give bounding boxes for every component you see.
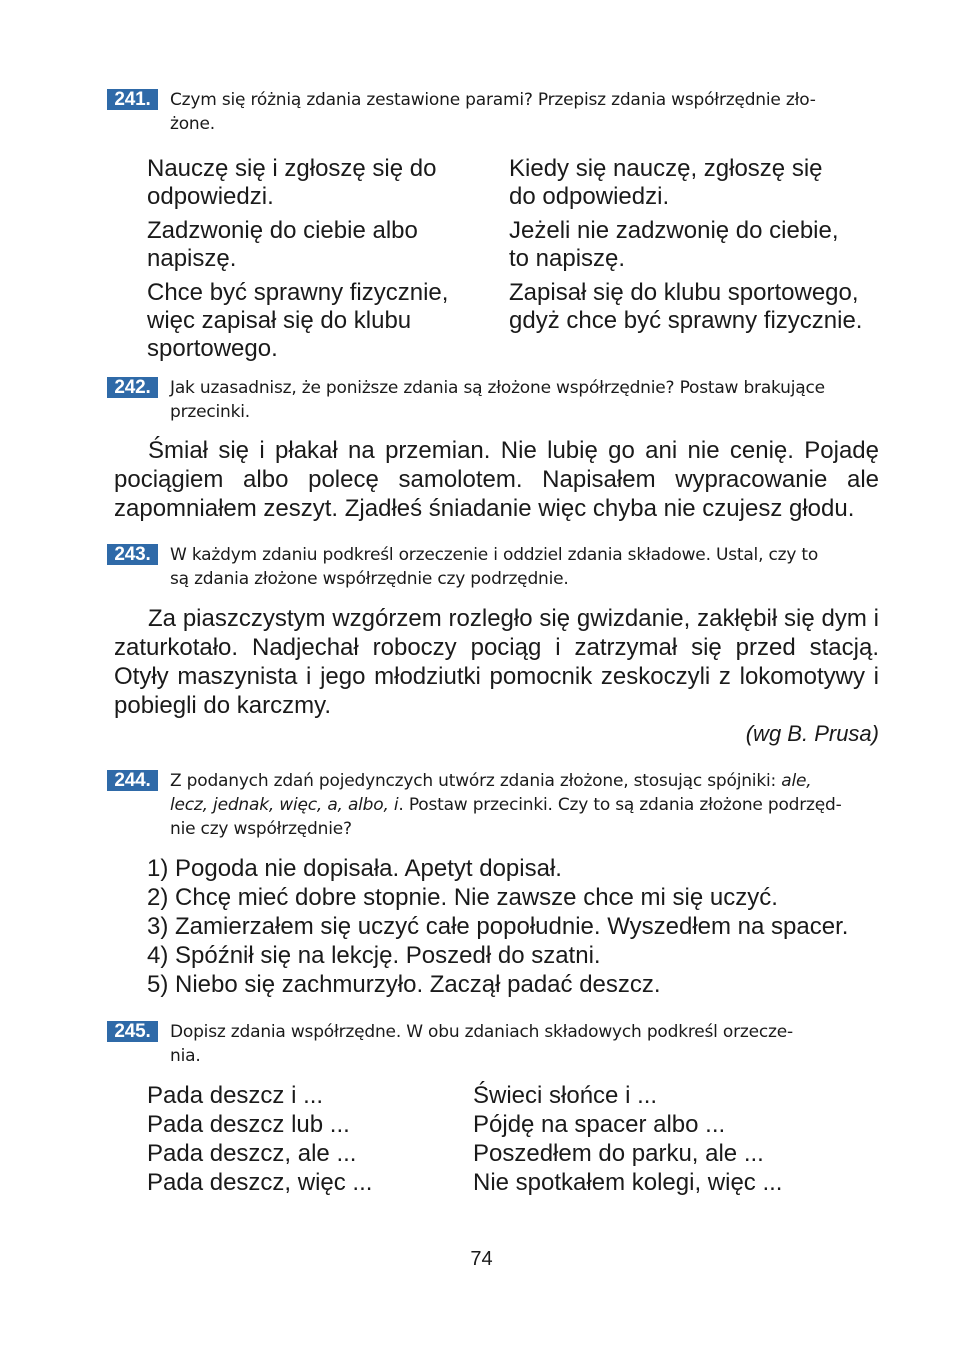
- conjunctions-text: ale,: [781, 771, 812, 791]
- exercise-number: 245.: [107, 1021, 158, 1042]
- list-item: Pada deszcz, ale ...: [147, 1140, 357, 1167]
- exercise-244-header: [107, 769, 882, 841]
- ex245-left-column: [147, 1081, 372, 1197]
- instruction: są zdania złożone współrzędnie czy podrzędnie.: [170, 569, 569, 589]
- instruction: nie czy współrzędnie?: [170, 819, 352, 839]
- exercise-241-header: [107, 88, 882, 136]
- text-line: do odpowiedzi.: [509, 183, 670, 210]
- instruction: przecinki.: [170, 402, 250, 422]
- exercise-241: [107, 88, 882, 136]
- exercise-242-text: [114, 436, 879, 523]
- instruction-text: . Postaw przecinki. Czy to są zdania złożone podrzęd-: [398, 795, 842, 815]
- ex241-left-column: [147, 155, 497, 369]
- exercise-243-header: [107, 543, 882, 591]
- paragraph-text: Za piaszczystym wzgórzem rozległo się gwizdanie, zakłębił się dym i zaturkotało. Nadjechał roboczy pociąg i zatrzymał się przed stacją. Otyły maszynista i jego młodziutki pomocnik zeskoczyli z lokomotywy i pobiegli do karczmy.: [114, 605, 879, 719]
- exercise-number: 241.: [107, 89, 158, 110]
- page-number: 74: [470, 1248, 493, 1270]
- exercise-number: 243.: [107, 544, 158, 565]
- exercise-245: [107, 1020, 882, 1068]
- text-line: Chce być sprawny fizycznie,: [147, 279, 449, 306]
- instruction: Jak uzasadnisz, że poniższe zdania są złożone współrzędnie? Postaw brakujące: [170, 378, 825, 398]
- instruction: [170, 793, 882, 817]
- text-line: Zadzwonię do ciebie albo: [147, 217, 418, 244]
- instruction-text: Z podanych zdań pojedynczych utwórz zdania złożone, stosując spójniki:: [170, 771, 782, 791]
- text-line: to napiszę.: [509, 245, 626, 272]
- exercise-number: 242.: [107, 377, 158, 398]
- exercise-243: [107, 543, 882, 591]
- sentence-pair-item: [509, 217, 889, 273]
- sentence-pair-item: [509, 279, 889, 335]
- text-line: napiszę.: [147, 245, 237, 272]
- instruction: [170, 769, 882, 793]
- text-line: sportowego.: [147, 335, 278, 362]
- list-item: 3) Zamierzałem się uczyć całe popołudnie. Wyszedłem na spacer.: [147, 913, 849, 940]
- text-line: odpowiedzi.: [147, 183, 274, 210]
- ex241-right-column: [509, 155, 889, 341]
- exercise-number: 244.: [107, 770, 158, 791]
- list-item: 4) Spóźnił się na lekcję. Poszedł do szatni.: [147, 942, 601, 969]
- sentence-pair-item: [509, 155, 889, 211]
- text-line: gdyż chce być sprawny fizycznie.: [509, 307, 863, 334]
- exercise-244: [107, 769, 882, 841]
- text-line: Jeżeli nie zadzwonię do ciebie,: [509, 217, 839, 244]
- list-item: Pada deszcz i ...: [147, 1082, 324, 1109]
- text-line: Nauczę się i zgłoszę się do: [147, 155, 437, 182]
- list-item: 2) Chcę mieć dobre stopnie. Nie zawsze chce mi się uczyć.: [147, 884, 778, 911]
- list-item: Pójdę na spacer albo ...: [473, 1111, 726, 1138]
- exercise-242-header: [107, 376, 882, 424]
- list-item: Świeci słońce i ...: [473, 1082, 658, 1109]
- source-attribution: (wg B. Prusa): [745, 721, 879, 746]
- text-line: Kiedy się nauczę, zgłoszę się: [509, 155, 823, 182]
- list-item: 1) Pogoda nie dopisała. Apetyt dopisał.: [147, 855, 562, 882]
- paragraph-text: Śmiał się i płakał na przemian. Nie lubię go ani nie cenię. Pojadę pociągiem albo polecę samolotem. Napisałem wypracowanie ale zapomniałem zeszyt. Zjadłeś śniadanie więc chyba nie czujesz głodu.: [114, 437, 879, 522]
- conjunctions-text: lecz, jednak, więc, a, albo, i: [170, 795, 399, 815]
- exercise-244-list: [147, 854, 848, 999]
- instruction: W każdym zdaniu podkreśl orzeczenie i oddziel zdania składowe. Ustal, czy to: [170, 545, 819, 565]
- sentence-pair-item: [147, 155, 497, 211]
- instruction: żone.: [170, 114, 215, 134]
- list-item: Pada deszcz lub ...: [147, 1111, 350, 1138]
- list-item: Poszedłem do parku, ale ...: [473, 1140, 764, 1167]
- instruction: Dopisz zdania współrzędne. W obu zdaniach składowych podkreśl orzecze-: [170, 1022, 793, 1042]
- list-item: 5) Niebo się zachmurzyło. Zaczął padać deszcz.: [147, 971, 661, 998]
- sentence-pair-item: [147, 279, 497, 363]
- instruction: nia.: [170, 1046, 201, 1066]
- list-item: Nie spotkałem kolegi, więc ...: [473, 1169, 783, 1196]
- exercise-243-text: [114, 604, 879, 720]
- exercise-242: [107, 376, 882, 424]
- exercise-245-header: [107, 1020, 882, 1068]
- text-line: Zapisał się do klubu sportowego,: [509, 279, 859, 306]
- ex245-right-column: [473, 1081, 782, 1197]
- sentence-pair-item: [147, 217, 497, 273]
- text-line: więc zapisał się do klubu: [147, 307, 412, 334]
- instruction: Czym się różnią zdania zestawione parami? Przepisz zdania współrzędnie zło-: [170, 90, 816, 110]
- list-item: Pada deszcz, więc ...: [147, 1169, 373, 1196]
